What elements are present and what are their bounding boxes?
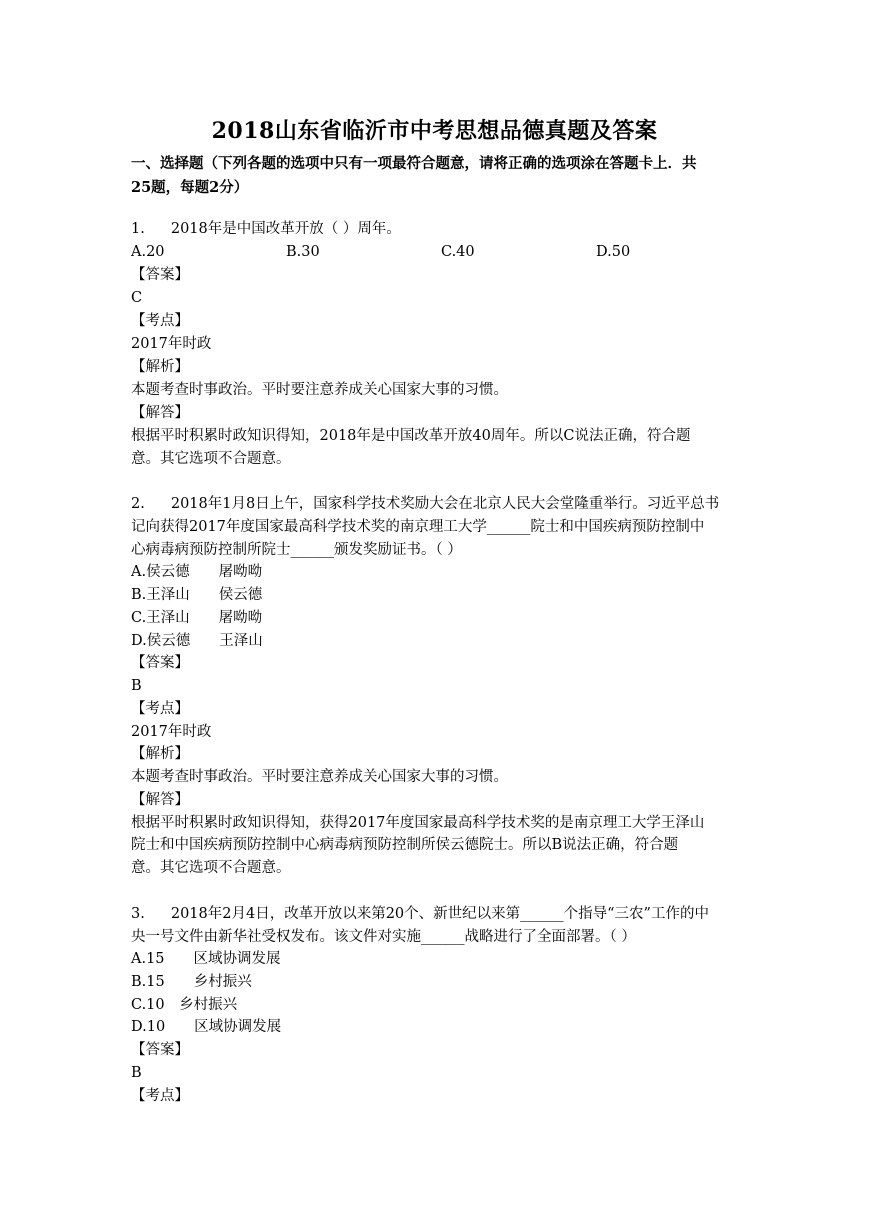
q3-stem-text: 2018年2月4日，改革开放以来第20个、新世纪以来第______个指导“三农”工作的中: [170, 906, 709, 922]
q1-option-d: D.50: [596, 244, 631, 260]
q3-answer-label: 【答案】: [131, 1042, 189, 1058]
q2-answer: B: [131, 678, 142, 694]
q3-stem-line-2: 央一号文件由新华社受权发布。该文件对实施______战略进行了全面部署。（ ）: [131, 929, 636, 945]
section-heading-line-2: 25题，每题2分）: [131, 179, 249, 196]
q2-analysis: 本题考查时事政治。平时要注意养成关心国家大事的习惯。: [131, 769, 508, 785]
q1-option-a: A.20: [131, 244, 165, 260]
q2-analysis-label: 【解析】: [131, 746, 189, 762]
q1-answer: C: [131, 290, 143, 306]
q1-option-b: B.30: [286, 244, 320, 260]
q2-solution-line-3: 意。其它选项不合题意。: [131, 860, 291, 876]
q3-option-c: C.10 乡村振兴: [131, 997, 238, 1013]
q1-analysis: 本题考查时事政治。平时要注意养成关心国家大事的习惯。: [131, 382, 508, 398]
section-heading: [131, 152, 751, 200]
section-heading-line-1: 一、选择题（下列各题的选项中只有一项最符合题意，请将正确的选项涂在答题卡上．共: [131, 155, 697, 172]
q3-point-label: 【考点】: [131, 1088, 189, 1104]
q2-option-c: C.王泽山 屠呦呦: [131, 610, 263, 626]
q3-number: 3.: [131, 906, 145, 922]
q1-number: 1.: [131, 221, 145, 237]
q3-answer: B: [131, 1065, 142, 1081]
q2-stem-text: 2018年1月8日上午，国家科学技术奖励大会在北京人民大会堂隆重举行。习近平总书: [170, 496, 720, 512]
q1-solution-line-1: 根据平时积累时政知识得知，2018年是中国改革开放40周年。所以C说法正确，符合题: [131, 428, 691, 444]
q2-stem-line-1: [131, 493, 719, 515]
q3-stem-line-1: [131, 903, 709, 925]
q3-option-d: D.10 区域协调发展: [131, 1019, 282, 1035]
q2-stem-line-2: 记向获得2017年度国家最高科学技术奖的南京理工大学______院士和中国疾病预防控制中: [131, 519, 705, 535]
q2-number: 2.: [131, 496, 145, 512]
q2-point: 2017年时政: [131, 724, 212, 740]
q2-option-d: D.侯云德 王泽山: [131, 633, 263, 649]
q1-solution-label: 【解答】: [131, 405, 189, 421]
q3-option-b: B.15 乡村振兴: [131, 974, 252, 990]
q3-option-a: A.15 区域协调发展: [131, 951, 281, 967]
q2-solution-line-1: 根据平时积累时政知识得知，获得2017年度国家最高科学技术奖的是南京理工大学王泽山: [131, 815, 705, 831]
q1-point: 2017年时政: [131, 336, 212, 352]
q2-stem-line-3: 心病毒病预防控制所院士______颁发奖励证书。（ ）: [131, 542, 462, 558]
q1-option-c: C.40: [441, 244, 475, 260]
q2-option-a: A.侯云德 屠呦呦: [131, 564, 263, 580]
q1-point-label: 【考点】: [131, 313, 189, 329]
q1-stem: [131, 218, 401, 240]
q2-solution-label: 【解答】: [131, 792, 189, 808]
q1-answer-label: 【答案】: [131, 267, 189, 283]
q2-solution-line-2: 院士和中国疾病预防控制中心病毒病预防控制所侯云德院士。所以B说法正确，符合题: [131, 837, 679, 853]
q1-stem-text: 2018年是中国改革开放（ ）周年。: [170, 221, 401, 237]
q1-analysis-label: 【解析】: [131, 359, 189, 375]
q2-option-b: B.王泽山 侯云德: [131, 587, 263, 603]
q2-answer-label: 【答案】: [131, 655, 189, 671]
q1-solution-line-2: 意。其它选项不合题意。: [131, 451, 291, 467]
q2-point-label: 【考点】: [131, 701, 189, 717]
document-title: 2018山东省临沂市中考思想品德真题及答案: [211, 118, 658, 144]
